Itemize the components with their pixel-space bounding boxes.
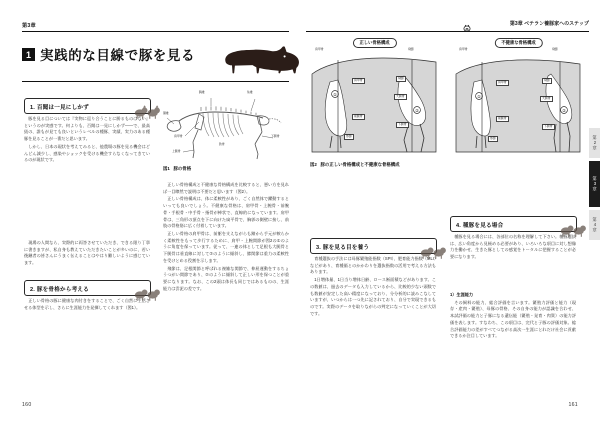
subsection-heading-1: 1）生涯能力 bbox=[450, 292, 474, 297]
paragraph: 現場の人間なら、実際的に両答させていただき、できる限り丁寧に書きますが、私自身も教えていただきたいことが多いのに、若い後継者の皆さんにうまく伝えることはやはり難しいように感じています。 bbox=[24, 240, 150, 266]
figure-1-skeleton bbox=[163, 90, 290, 162]
figure-2-panel-correct bbox=[308, 38, 441, 156]
svg-text:②: ② bbox=[562, 108, 566, 113]
pig-silhouette-icon bbox=[218, 43, 304, 75]
top-rule bbox=[22, 31, 289, 32]
pig-pair-icon bbox=[132, 104, 146, 112]
paragraph: 正しい骨格の豚に健康な肉付きをすることで、ごく自然に生活させる体型を示し、さらに生涯能力を発揮してくれます（図1）。 bbox=[24, 298, 150, 310]
top-rule-right bbox=[306, 31, 589, 32]
diagram-label: 球節 bbox=[490, 136, 496, 141]
diagram-label: 肩甲骨 bbox=[354, 78, 363, 83]
section-heading-3 bbox=[310, 238, 437, 254]
diagram-label: 飛節 bbox=[552, 47, 558, 51]
bone-label: 頸椎 bbox=[163, 111, 169, 115]
pig-head-icon bbox=[463, 19, 470, 26]
bone-label: 上腕骨 bbox=[172, 149, 181, 153]
pig-pair-icon bbox=[558, 222, 572, 230]
chapter-label: 第3章 bbox=[22, 23, 36, 29]
diagram-label: 肩甲骨 bbox=[315, 47, 324, 51]
figure-2-caption bbox=[310, 162, 400, 168]
diagram-label: 飛節 bbox=[544, 78, 550, 83]
diagram-label: 球節 bbox=[346, 134, 352, 139]
diagram-label: 下腿骨 bbox=[398, 122, 407, 127]
left-column-body-3 bbox=[24, 298, 150, 312]
figure-2-caption-label: 図2 bbox=[310, 162, 317, 167]
chapter-tab-2[interactable]: 第2章 bbox=[589, 128, 600, 158]
diagram-label: 前腕骨 bbox=[354, 114, 363, 119]
diagram-label: 肩甲骨 bbox=[459, 47, 468, 51]
chapter-tabs bbox=[589, 128, 600, 243]
figure-2-panel-unhealthy bbox=[452, 38, 585, 156]
figure-1-caption-label: 図1 bbox=[163, 166, 170, 171]
chapter-tab-4[interactable]: 第4章 bbox=[589, 210, 600, 240]
figure-2-caption-text: 豚の正しい骨格構成と不健康な骨格構成 bbox=[320, 162, 400, 167]
svg-text:①: ① bbox=[477, 94, 481, 99]
running-head: 第3章 ベテラン養豚家へのステップ bbox=[509, 21, 589, 27]
right-page-col-1 bbox=[310, 180, 436, 181]
paragraph: 正しい骨格構成は、体に柔軟性があり、ごく自然体で躍動するといっても良いでしょう。不健康な骨格は、肩甲骨・上腕骨・前腕骨・手根骨・中手骨・指骨が棒状で、直線的になっています。肩甲骨は、三角形の頂点を下に向けた扁平骨で、胸郭の側壁に接し、前肢の骨格筋に広く付着しています。 bbox=[163, 196, 289, 229]
bone-label: 胸椎 bbox=[199, 90, 205, 94]
section-heading-4 bbox=[450, 216, 577, 232]
right-page-number: 161 bbox=[568, 402, 578, 408]
chapter-tab-3[interactable]: 第3章 bbox=[589, 161, 600, 207]
right-page-col-5 bbox=[450, 292, 576, 341]
diagram-label: 大腿骨 bbox=[542, 96, 551, 101]
figure-1-caption bbox=[163, 166, 191, 172]
section-heading-1 bbox=[24, 98, 151, 114]
right-page-col-3 bbox=[450, 180, 576, 181]
paragraph: 豚を見る目については『実物に巡り合うことに勝るものはない』というのが実感です。何よりも、百聞は一見にしかず――で、最高級の、誰もが見ても良いというレベルの種豚、実績、実力のある種豚を見ることが一番だと思います。 bbox=[24, 116, 150, 142]
title-rule bbox=[22, 81, 289, 82]
section-title-text: 実践的な目線で豚を見る bbox=[40, 48, 196, 63]
paragraph: 正しい骨格構成と不健康な骨格構成を比較すると、悪い方を見れば一目瞭然で説明は不要だと思います（図2）。 bbox=[163, 182, 289, 194]
section-heading-4-text: 4. 種豚を見る場合 bbox=[456, 222, 504, 229]
right-page-col-2 bbox=[310, 256, 436, 318]
section-heading-1-text: 1. 百聞は一見にしかず bbox=[30, 104, 89, 111]
figure-2-panel-unhealthy-title: 不健康な骨格構成 bbox=[494, 38, 542, 48]
left-column-body-1 bbox=[24, 116, 150, 165]
bone-label: 肋骨 bbox=[219, 142, 225, 146]
section-heading-2 bbox=[24, 280, 151, 296]
pig-pair-icon bbox=[132, 286, 146, 294]
figure-2-panel-correct-title: 正しい骨格構成 bbox=[352, 38, 396, 48]
section-number-badge: 1 bbox=[22, 48, 35, 61]
paragraph: しかし、日本の現状を考えてみると、他農場の豚を見る機会はどんどん減少し、感染やショックを受ける機会すらなくなってきているのが現状です。 bbox=[24, 143, 150, 163]
left-page-number: 160 bbox=[22, 402, 32, 408]
svg-text:①: ① bbox=[333, 92, 337, 97]
diagram-label: 下腿骨 bbox=[544, 124, 553, 129]
figure-1-caption-text: 豚の骨格 bbox=[173, 166, 192, 171]
paragraph: その飼料の能力、総合評価を言います。繁殖力評価と能力（現存・産肉・繁殖）、母豚の骨格、その自身の能力が認識を合わせ、本試評価の能力と子豚になる遺伝能（繁殖・発育・肉質）の能力評価を表します。すなわち、この項目は、完代と子豚の評価対象。総合評価能力の差がすべてつながる高次一生涯にとれだけ社会に貢献できるか注目しています。 bbox=[450, 299, 576, 339]
bone-label: 仙椎 bbox=[247, 90, 253, 94]
left-column-body-2 bbox=[24, 240, 150, 268]
paragraph: 育種選抜の手法には母豚繁殖能指数（SPI）、肥育能力指数（MLI）などがあり、育種価とのかかわりを選抜指数の活用で考える方法もあります。 bbox=[310, 256, 436, 275]
diagram-label: 前腕骨 bbox=[498, 116, 507, 121]
svg-text:②: ② bbox=[415, 108, 419, 113]
page-title bbox=[22, 41, 290, 77]
left-page-middle-column bbox=[163, 182, 289, 294]
section-heading-3-text: 3. 豚を見る目を養う bbox=[316, 244, 370, 251]
diagram-label: 大腿骨 bbox=[396, 94, 405, 99]
paragraph: 1日増体量、1日当り増体日齢、ロース断面積などがあります。この数値は、過去のデータも入力しているから、比較的少ない頭数でも数値が安定した高い精度になっており、分分析的に読みこなしていますが、いつからは一つ先に記されており、自分で実現できるものです。実際のデータを取りながらの判定になっていくことが大切です。 bbox=[310, 277, 436, 316]
section-heading-2-text: 2. 豚を骨格から考える bbox=[30, 286, 89, 293]
bone-label: 肩甲骨 bbox=[174, 134, 183, 138]
diagram-label: 飛節 bbox=[398, 76, 404, 81]
right-page bbox=[300, 0, 600, 424]
paragraph: 正しい骨格の肩甲骨は、前躯を支えながらも蹄から手元が軟らかく柔軟性をもって歩行するために、肩甲・上腕関節が図2の①のように角度を保っています。従って、一連の体として足根も大腿骨と下腿骨は垂直線に対して②のように傾斜し、膝関節は重力の柔軟性を受けとめる役割を示します。 bbox=[163, 231, 289, 263]
pig-pair-icon bbox=[418, 244, 432, 252]
right-page-col-4 bbox=[450, 234, 576, 262]
paragraph: 飛節は、足根関節と呼ばれる複雑な関節で、伸屈運動をするちょうつがい関節であり、②のように傾斜して正しい形を保つことが重要になります。なお、この2頭は体長も同じではあるものの、生涯能力は雲泥の差です。 bbox=[163, 265, 289, 291]
paragraph: 種豚を見る場合には、各部位の名称を理解して下さい。種豚選抜は、広い角度から見極める必要があり、いろいろな項目に対し想像力を働かせ、生きた豚としての感覚をトータルに把握することが必要になります。 bbox=[450, 234, 576, 260]
diagram-label: 肩甲骨 bbox=[498, 80, 507, 85]
diagram-label: 飛節 bbox=[408, 47, 414, 51]
bone-label: 下腿骨 bbox=[271, 134, 280, 138]
